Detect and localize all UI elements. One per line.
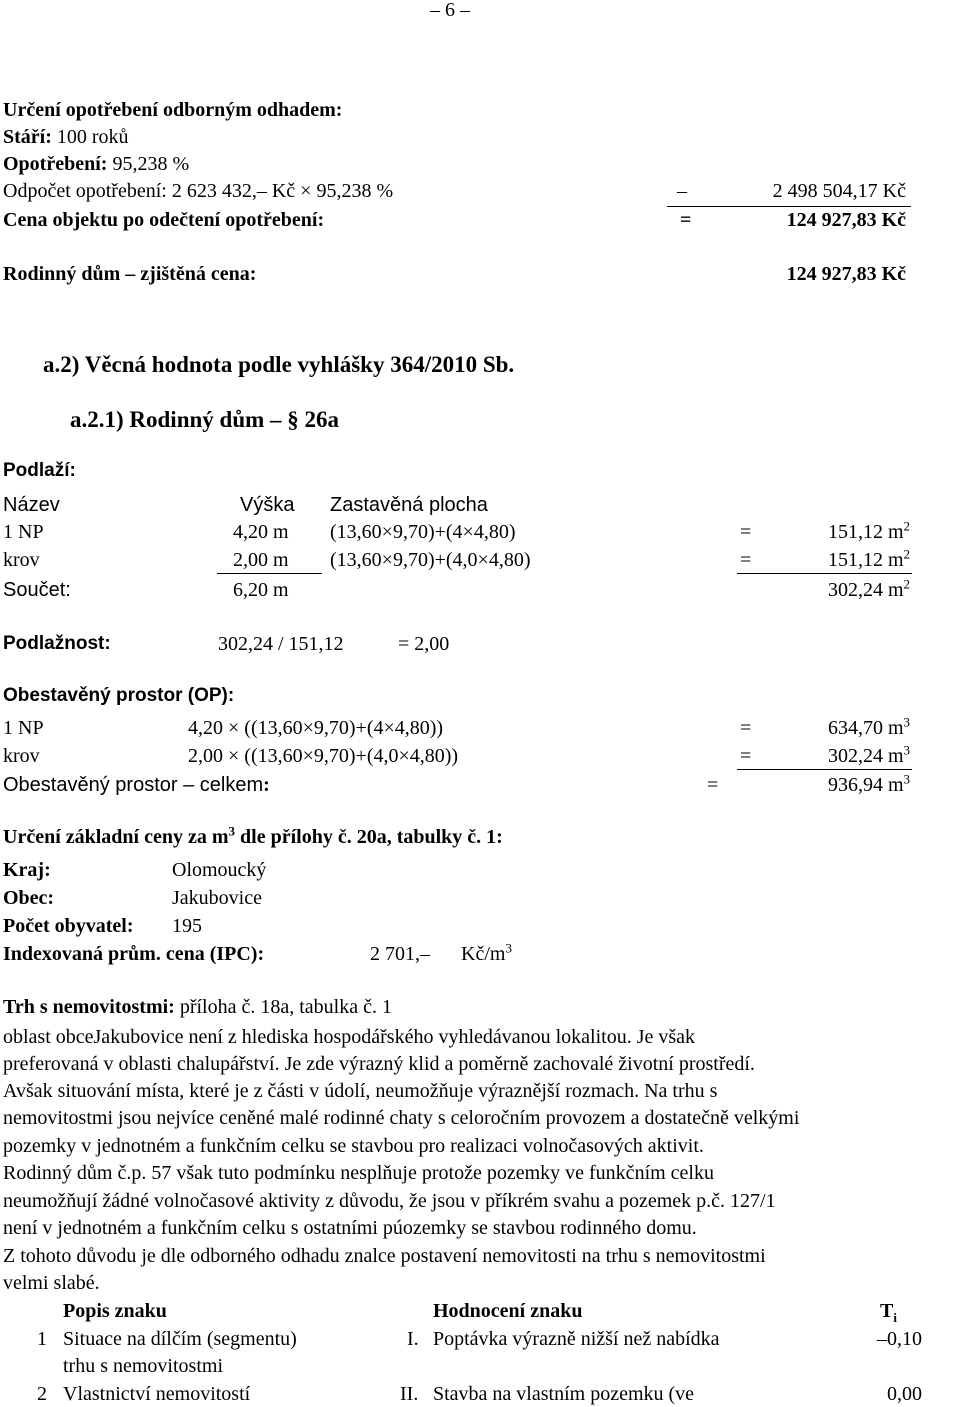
floors-sum-label: Součet: xyxy=(3,579,71,601)
table-row-sign: Vlastnictví nemovitostí xyxy=(63,1383,251,1405)
floor-row-height: 4,20 m xyxy=(233,521,289,543)
region-value: Olomoucký xyxy=(172,859,267,881)
volume-total-eq: = xyxy=(707,774,719,796)
table-row-eval: Stavba na vlastním pozemku (ve xyxy=(433,1383,695,1405)
floors-col-name: Název xyxy=(3,494,60,516)
floor-row-name: 1 NP xyxy=(3,521,44,543)
table-header-t: $T_i$ xyxy=(880,1300,897,1325)
volume-heading: Obestavěný prostor (OP): xyxy=(3,685,235,706)
ipc-label: Indexovaná prům. cena (IPC): xyxy=(3,943,265,965)
floor-row-value: 151,12 $m^2$ xyxy=(827,546,910,571)
volume-row-name: krov xyxy=(3,745,40,767)
market-paragraph-line: preferovaná v oblasti chalupářství. Je zde výrazný klid a poměrně zachovalé životní prostředí. xyxy=(3,1053,755,1075)
market-paragraph-line: neumožňují žádné volnočasové aktivity z důvodu, že jsou v příkrém svahu a pozemek p.č. 127/1 xyxy=(3,1190,776,1212)
table-row-t: –0,10 xyxy=(877,1328,922,1350)
deduction-sign: – xyxy=(677,180,687,202)
floor-row-height: 2,00 m xyxy=(233,549,289,571)
volume-row-name: 1 NP xyxy=(3,717,44,739)
floors-heading: Podlaží: xyxy=(3,460,76,481)
region-label: Kraj: xyxy=(3,859,51,881)
population-value: 195 xyxy=(172,915,202,937)
age-value: 100 roků xyxy=(56,126,129,148)
table-header-sign: Popis znaku xyxy=(63,1300,167,1322)
town-value: Jakubovice xyxy=(172,887,262,909)
table-row-number: 2 xyxy=(37,1383,47,1405)
market-paragraph-line: nemovitostmi jsou nejvíce ceněné malé rodinné chaty s celoročním provozem a dostatečně velkými xyxy=(3,1107,800,1129)
market-paragraph-line: Z tohoto důvodu je dle odborného odhadu znalce postavení nemovitosti na trhu s nemovitostmi xyxy=(3,1245,766,1267)
ipc-unit: $Kč/m^3$ xyxy=(461,940,512,965)
after-wear-value: 124 927,83 Kč xyxy=(786,209,906,231)
market-paragraph-line: Rodinný dům č.p. 57 však tuto podmínku nesplňuje protože pozemky ve funkčním celku xyxy=(3,1162,714,1184)
volume-total-label: Obestavěný prostor – celkem: xyxy=(3,774,270,796)
area-sum-underline xyxy=(737,573,912,574)
floors-col-height: Výška xyxy=(240,494,295,516)
table-row-sign: Situace na dílčím (segmentu) xyxy=(63,1328,297,1350)
base-price-heading: Určení základní ceny za $m^3$ dle přílohy č. 20a, tabulky č. 1: xyxy=(3,823,503,848)
floors-sum-height: 6,20 m xyxy=(233,579,289,601)
deduction-value: 2 498 504,17 Kč xyxy=(772,180,906,202)
wear-value: 95,238 % xyxy=(112,153,190,175)
page-number: – 6 – xyxy=(430,0,470,21)
table-row-number: 1 xyxy=(37,1328,47,1350)
section-heading: a.2) Věcná hodnota podle vyhlášky 364/2010 Sb. xyxy=(43,352,515,377)
market-heading: Trh s nemovitostmi: příloha č. 18a, tabulka č. 1 xyxy=(3,996,392,1018)
market-paragraph-line: oblast obceJakubovice není z hlediska hospodářského vyhledávanou lokalitou. Je však xyxy=(3,1026,696,1048)
market-paragraph-line: pozemky v jednotném a funkčním celku se stavbou pro realizaci volnočasových aktivit. xyxy=(3,1135,704,1157)
volume-row-calc: 2,00 × ((13,60×9,70)+(4,0×4,80)) xyxy=(188,745,459,767)
subsection-heading: a.2.1) Rodinný dům – § 26a xyxy=(70,407,340,432)
town-label: Obec: xyxy=(3,887,55,909)
floor-row-name: krov xyxy=(3,549,40,571)
ipc-value: 2 701,– xyxy=(370,943,430,965)
after-wear-label: Cena objektu po odečtení opotřebení: xyxy=(3,209,325,231)
volume-row-eq: = xyxy=(740,717,752,739)
population-label: Počet obyvatel: xyxy=(3,915,134,937)
volume-row-eq: = xyxy=(740,745,752,767)
market-paragraph-line: Avšak situování místa, které je z části v údolí, neumožňuje výraznější rozmach. Na trhu s xyxy=(3,1080,718,1102)
floor-row-eq: = xyxy=(740,521,752,543)
house-price-label: Rodinný dům – zjištěná cena: xyxy=(3,263,257,285)
house-price-value: 124 927,83 Kč xyxy=(786,263,906,285)
floor-row-area: (13,60×9,70)+(4,0×4,80) xyxy=(330,549,531,571)
height-sum-underline xyxy=(217,573,322,574)
floorness-label: Podlažnost: xyxy=(3,633,111,654)
wear-label: Opotřebení: xyxy=(3,153,108,175)
floor-row-area: (13,60×9,70)+(4×4,80) xyxy=(330,521,516,543)
table-header-eval: Hodnocení znaku xyxy=(433,1300,583,1322)
table-row-eval: Poptávka výrazně nižší než nabídka xyxy=(433,1328,720,1350)
table-row-sign-cont: trhu s nemovitostmi xyxy=(63,1355,223,1377)
table-row-roman: II. xyxy=(400,1383,419,1405)
table-row-t: 0,00 xyxy=(887,1383,922,1405)
wear-row xyxy=(3,152,189,176)
volume-row-value: 634,70 $m^3$ xyxy=(827,714,910,739)
floor-row-value: 151,12 $m^2$ xyxy=(827,518,910,543)
market-paragraph-line: velmi slabé. xyxy=(3,1272,100,1294)
deduction-label: Odpočet opotřebení: 2 623 432,– Kč × 95,238 % xyxy=(3,180,394,202)
after-wear-sign: = xyxy=(680,209,692,231)
floors-col-area: Zastavěná plocha xyxy=(330,494,488,516)
volume-sum-underline xyxy=(737,769,912,770)
market-paragraph-line: není v jednotném a funkčním celku s ostatními púozemky se stavbou rodinného domu. xyxy=(3,1217,697,1239)
floors-sum-value: 302,24 $m^2$ xyxy=(827,576,910,601)
volume-row-value: 302,24 $m^3$ xyxy=(827,742,910,767)
deduction-underline xyxy=(667,206,911,207)
floorness-result: = 2,00 xyxy=(398,633,450,655)
floorness-calc: 302,24 / 151,12 xyxy=(218,633,344,655)
age-row xyxy=(3,125,129,149)
floor-row-eq: = xyxy=(740,549,752,571)
age-label: Stáří: xyxy=(3,126,52,148)
volume-total-value: 936,94 $m^3$ xyxy=(827,771,910,796)
table-row-roman: I. xyxy=(407,1328,419,1350)
volume-row-calc: 4,20 × ((13,60×9,70)+(4×4,80)) xyxy=(188,717,444,739)
wear-heading: Určení opotřebení odborným odhadem: xyxy=(3,99,343,121)
